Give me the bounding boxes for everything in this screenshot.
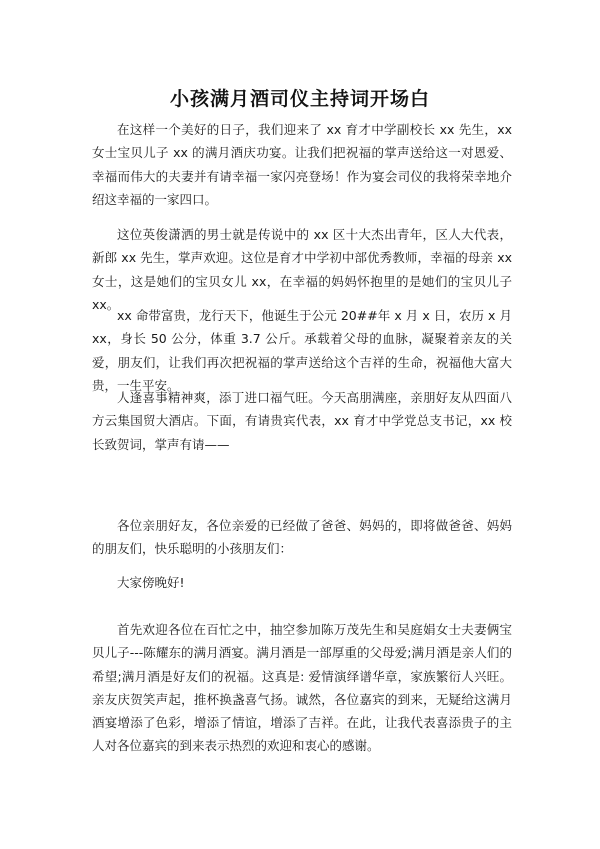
document-title: 小孩满月酒司仪主持词开场白: [169, 88, 430, 110]
paragraph-good-evening: 大家傍晚好!: [117, 575, 185, 590]
paragraph-baby-birth: xx 命带富贵，龙行天下，他诞生于公元 20##年 x 月 x 日，农历 x 月 xx，身长 50 公分，体重 3.7 公斤。承载着父母的血脉，凝聚着亲友的关爱，朋友们，让我们再次把祝福的掌声送给这个吉祥的生命，祝福他大富大贵，一生平安。: [92, 308, 512, 393]
paragraph-introduce-parents: 这位英俊潇洒的男士就是传说中的 xx 区十大杰出青年，区人大代表，新郎 xx 先生，掌声欢迎。这位是育才中学初中部优秀教师，幸福的母亲 xx 女士，这是她们的宝贝女儿 xx，在幸福的妈妈怀抱里的是她们的宝贝儿子 xx。: [92, 227, 512, 312]
paragraph-greeting-friends: 各位亲朋好友，各位亲爱的已经做了爸爸、妈妈的，即将做爸爸、妈妈的朋友们，快乐聪明的小孩朋友们：: [92, 518, 512, 557]
paragraph-guest-speech: 人逢喜事精神爽，添丁进口福气旺。今天高朋满座，亲朋好友从四面八方云集国贸大酒店。下面，有请贵宾代表，xx 育才中学党总支书记，xx 校长致贺词，掌声有请——: [92, 390, 512, 452]
paragraph-thanks: 首先欢迎各位在百忙之中，抽空参加陈万茂先生和吴庭娟女士夫妻俩宝贝儿子---陈耀东的满月酒宴。满月酒是一部厚重的父母爱;满月酒是亲人们的希望;满月酒是好友们的祝福。这真是: 爱情演绎谱华章，家族繁衍人兴旺。亲友庆贺笑声起，推杯换盏喜气扬。诚然，各位嘉宾的到来，无疑给这满月酒宴增添了色彩，增添了情谊，增添了吉祥。在此，让我代表喜添贵子的主人对各位嘉宾的到来表示热烈的欢迎和衷心的感谢。: [92, 622, 512, 754]
paragraph-welcome: 在这样一个美好的日子，我们迎来了 xx 育才中学副校长 xx 先生，xx 女士宝贝儿子 xx 的满月酒庆功宴。让我们把祝福的掌声送给这一对恩爱、幸福而伟大的夫妻并有请幸福一家闪亮登场！作为宴会司仪的我将荣幸地介绍这幸福的一家四口。: [92, 122, 512, 207]
